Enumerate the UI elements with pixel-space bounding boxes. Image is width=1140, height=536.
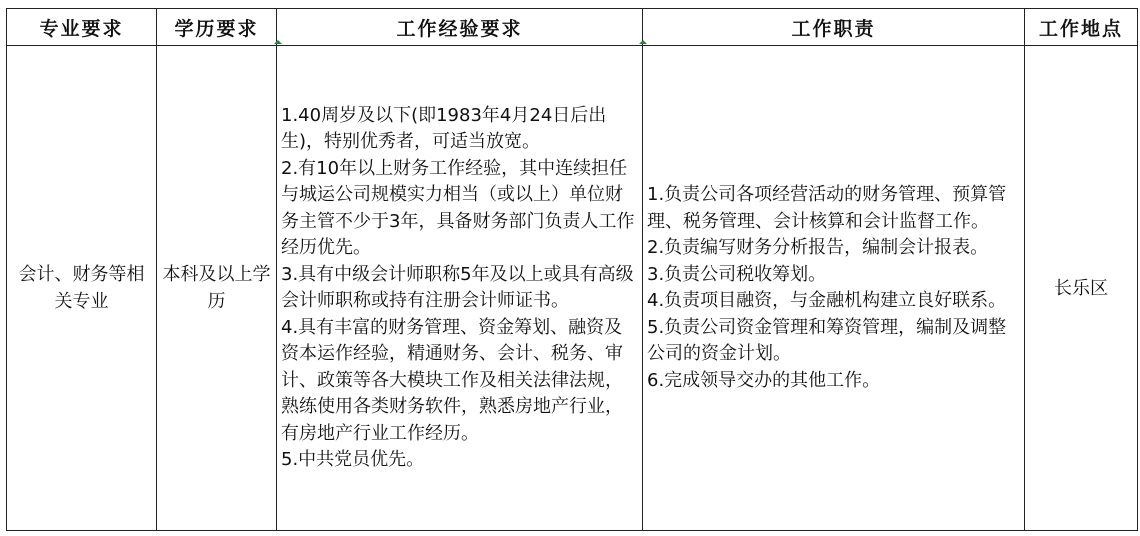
duty-item: 1.负责公司各项经营活动的财务管理、预算管理、税务管理、会计核算和会计监督工作。 — [647, 184, 1007, 232]
major-text: 会计、财务等相关专业 — [18, 264, 145, 312]
duty-item: 3.负责公司税收筹划。 — [647, 263, 827, 285]
header-major: 专业要求 — [7, 9, 157, 46]
experience-item: 1.40周岁及以下(即1983年4月24日后出生)，特别优秀者，可适当放宽。 — [281, 104, 607, 152]
experience-item: 5.中共党员优先。 — [281, 449, 425, 470]
major-cell — [7, 46, 157, 531]
job-requirements-table — [6, 8, 1138, 531]
education-text: 本科及以上学历 — [162, 264, 271, 312]
duties-cell — [643, 46, 1025, 531]
experience-item: 4.具有丰富的财务管理、资金筹划、融资及资本运作经验，精通财务、会计、税务、审计、政策等各大模块工作及相关法律法规，熟练使用各类财务软件，熟悉房地产行业，有房地产行业工作经历。 — [281, 316, 623, 444]
experience-item: 2.有10年以上财务工作经验，其中连续担任与城运公司规模实力相当（或以上）单位财务主管不少于3年，具备财务部门负责人工作经历优先。 — [281, 157, 635, 258]
header-location: 工作地点 — [1025, 9, 1138, 46]
header-education: 学历要求 — [157, 9, 277, 46]
cell-marker-icon — [639, 40, 647, 44]
duty-item: 2.负责编写财务分析报告，编制会计报表。 — [647, 237, 989, 258]
header-duties: 工作职责 — [643, 9, 1025, 46]
experience-item: 3.具有中级会计师职称5年及以上或具有高级会计师职称或持有注册会计师证书。 — [281, 263, 634, 311]
header-row — [7, 9, 1138, 46]
location-text: 长乐区 — [1054, 277, 1108, 299]
experience-cell — [277, 46, 643, 531]
education-cell — [157, 46, 277, 531]
location-cell — [1025, 46, 1138, 531]
duty-item: 4.负责项目融资，与金融机构建立良好联系。 — [647, 290, 1007, 311]
duty-item: 6.完成领导交办的其他工作。 — [647, 369, 881, 391]
cell-marker-icon — [274, 40, 282, 44]
header-experience: 工作经验要求 — [277, 9, 643, 46]
duty-item: 5.负责公司资金管理和筹资管理，编制及调整公司的资金计划。 — [647, 316, 1007, 364]
table-row — [7, 46, 1138, 531]
